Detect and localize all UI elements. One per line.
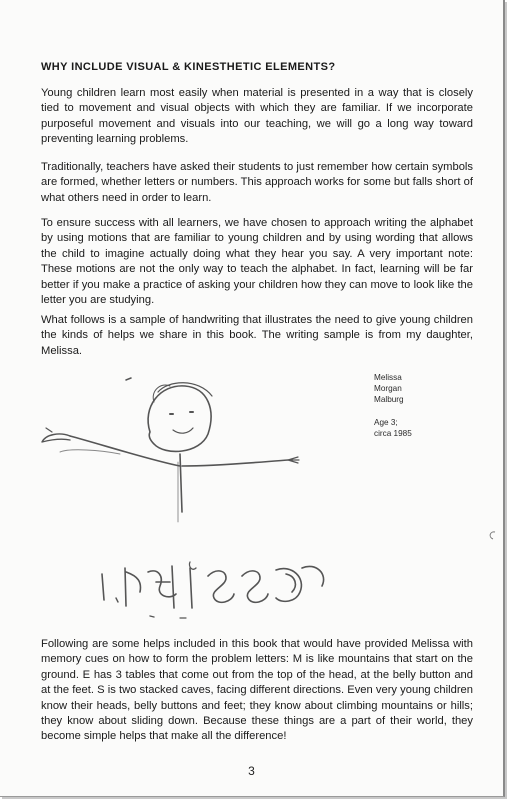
drawing-handwriting [102, 566, 324, 608]
drawing-head [148, 386, 211, 452]
caption-spacer [374, 406, 412, 417]
section-heading: WHY INCLUDE VISUAL & KINESTHETIC ELEMENTS? [41, 61, 336, 73]
paragraph-approach: To ensure success with all learners, we have chosen to approach writing the alphabet by using motions that are familiar to young children and by using wording that allows the child to imagine actually doing what they hear you say. A very important note: These motions are not the only way to teach the alphabet. In fact, learning will be far better if you make a practice of asking your children how they can move to look like the letter you are studying. [41, 217, 473, 307]
paragraph-sample-intro: What follows is a sample of handwriting that illustrates the need to give young children the kinds of helps we share in this book. The writing sample is from my daughter, Melissa. [41, 314, 473, 357]
paragraph-traditional: Traditionally, teachers have asked their students to just remember how certain symbols are formed, whether letters or numbers. This approach works for some but falls short of what others need in order to learn. [41, 161, 473, 204]
paragraph-helps: Following are some helps included in this book that would have provided Melissa with memory cues on how to form the problem letters: M is like mountains that start on the ground. E has 3 tables that come out from the top of the head, at the belly button and at the feet. S is two stacked caves, facing different directions. Even very young children know their heads, belly buttons and feet; they know about climbing mountains or hills; they know about sliding down. Because these things are a part of their world, they become simple helps that make all the difference! [41, 638, 473, 743]
drawing-left-arm [70, 436, 180, 466]
caption-name-1: Melissa [374, 373, 402, 382]
caption-name-3: Malburg [374, 395, 404, 405]
child-drawing-sample [30, 362, 350, 628]
scan-edge-mark [486, 529, 498, 541]
drawing-right-arm [182, 460, 288, 466]
drawing-body [180, 454, 182, 512]
caption-age: Age 3; [374, 417, 398, 427]
page-number: 3 [248, 764, 255, 778]
caption-name-2: Morgan [374, 384, 402, 394]
caption-date: circa 1985 [374, 428, 412, 438]
drawing-caption [374, 372, 412, 439]
paragraph-intro: Young children learn most easily when material is presented in a way that is closely tied to movement and visual objects with which they are familiar. If we incorporate purposeful movement and visuals into our teaching, we will go a long way toward preventing learning problems. [41, 87, 473, 146]
